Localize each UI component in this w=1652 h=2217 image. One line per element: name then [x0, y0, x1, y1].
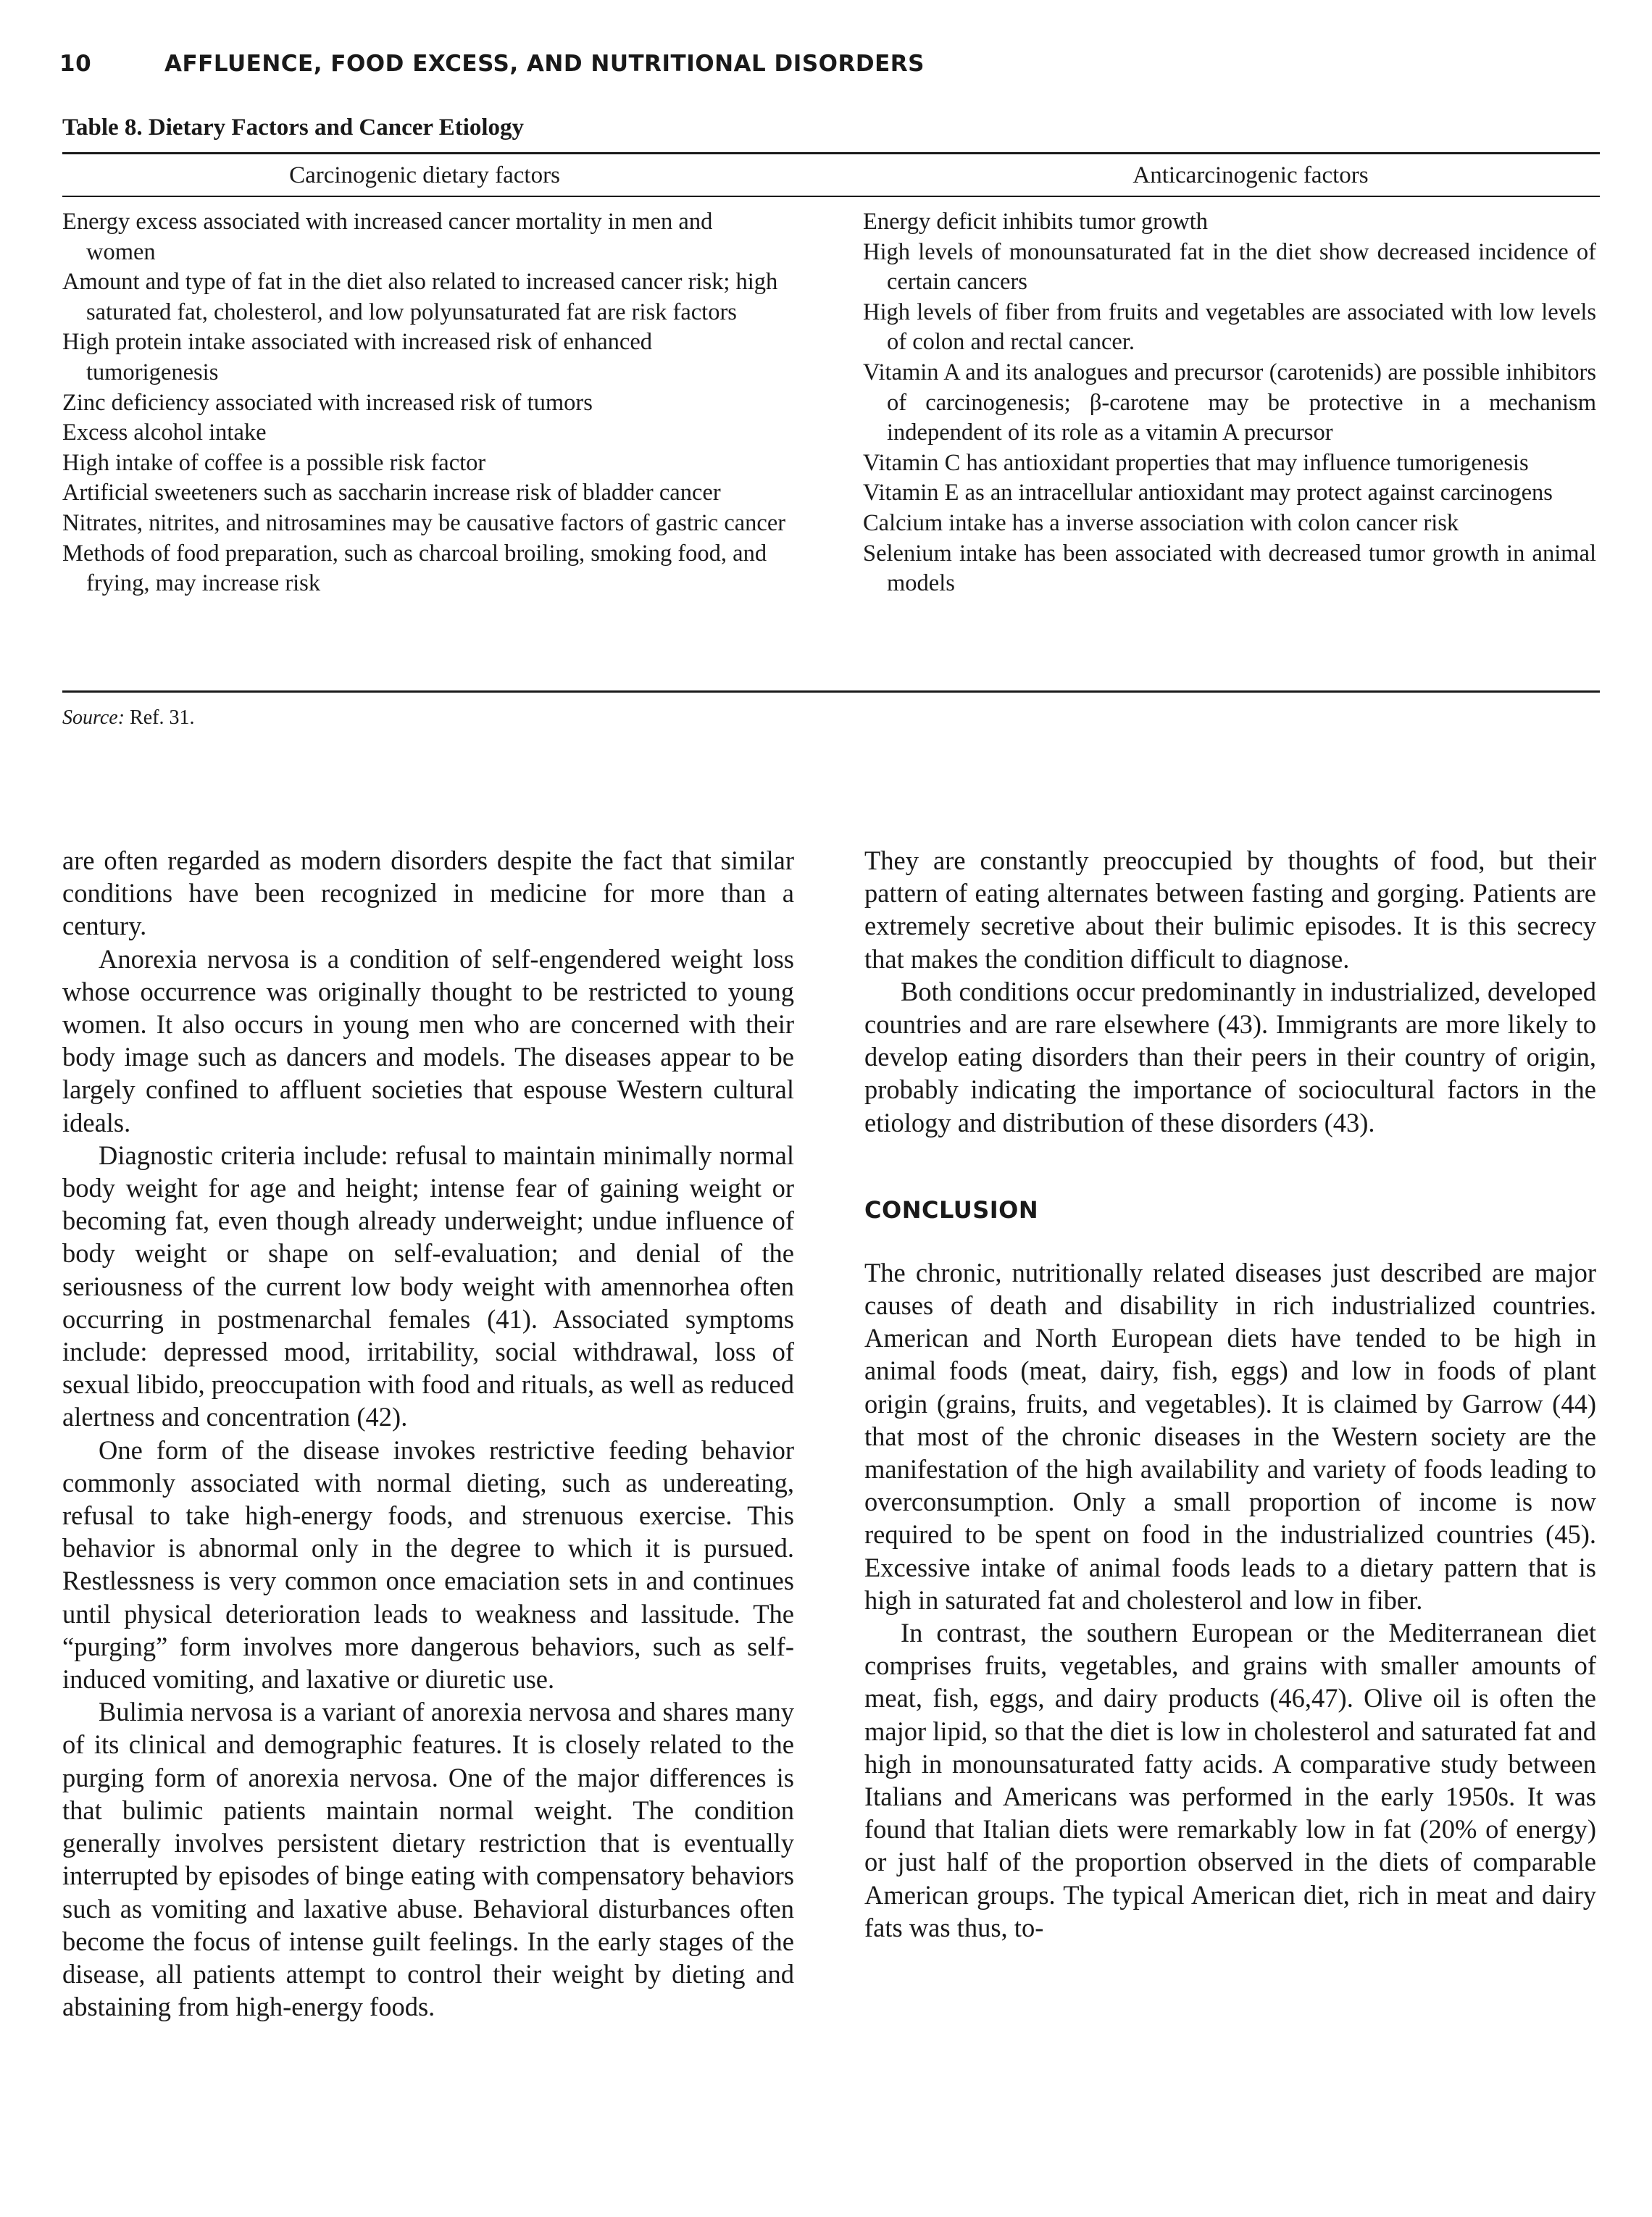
table-entry: High levels of monounsaturated fat in the diet show decreased incidence of certain cancers: [863, 238, 1596, 296]
body-paragraph: The chronic, nutritionally related diseases just described are major causes of death and disability in rich industrialized countries. American and North European diets have tended to be high in animal foods (meat, dairy, fish, eggs) and low in foods of plant origin (grains, fruits, and vegetables). It is claimed by Garrow (44) that most of the chronic diseases in the Western society are the manifestation of the high availability and variety of foods leading to overconsumption. Only a small proportion of income is now required to be spent on food in the industrialized countries (45). Excessive intake of animal foods leads to a dietary pattern that is high in saturated fat and cholesterol and low in fiber.: [864, 1257, 1596, 1615]
table-entry: Calcium intake has a inverse association with colon cancer risk: [863, 509, 1459, 536]
table-entry: Energy excess associated with increased cancer mortality in men and women: [62, 209, 713, 265]
body-paragraph: Both conditions occur predominantly in industrialized, developed countries and are rare elsewhere (43). Immigrants are more likely to develop eating disorders than their peers in their country of origin, probably indicating the importance of sociocultural factors in the etiology and distribution of these disorders (43).: [864, 976, 1596, 1137]
body-column-left: [62, 844, 794, 2023]
section-heading-conclusion: CONCLUSION: [864, 1195, 1039, 1224]
body-paragraph: are often regarded as modern disorders despite the fact that similar conditions have been recognized in medicine for more than a century.: [62, 846, 794, 941]
body-paragraph: In contrast, the southern European or the Mediterranean diet comprises fruits, vegetables, and grains with smaller amounts of meat, fish, eggs, and dairy products (46,47). Olive oil is often the major lipid, so that the diet is low in cholesterol and saturated fat and high in monounsaturated fatty acids. A comparative study between Italians and Americans was performed in the early 1950s. It was found that Italian diets were remarkably low in fat (20% of energy) or just half of the proportion observed in the diets of comparable American groups. The typical American diet, rich in meat and dairy fats was thus, to-: [864, 1618, 1596, 1942]
running-head: [59, 51, 1581, 77]
table-entry: High levels of fiber from fruits and vegetables are associated with low levels of colon and rectal cancer.: [863, 298, 1596, 356]
table-bottom-rule: [62, 690, 1600, 693]
table-entry: Energy deficit inhibits tumor growth: [863, 209, 1208, 235]
table-caption: Table 8. Dietary Factors and Cancer Etiology: [62, 114, 525, 141]
body-paragraph: They are constantly preoccupied by thoughts of food, but their pattern of eating alternates between fasting and gorging. Patients are extremely secretive about their bulimic episodes. It is this secrecy that makes the condition difficult to diagnose.: [864, 846, 1596, 974]
anticarcinogenic-factors-list: [863, 207, 1596, 599]
column-header-anticarcinogenic: Anticarcinogenic factors: [1132, 162, 1369, 188]
table-entry: Artificial sweeteners such as saccharin increase risk of bladder cancer: [62, 480, 721, 506]
page-number: 10: [59, 51, 92, 77]
table-entry: Excess alcohol intake: [62, 419, 267, 446]
table-top-rule: [62, 152, 1600, 154]
table-entry: Vitamin C has antioxidant properties that may influence tumorigenesis: [863, 449, 1529, 476]
carcinogenic-factors-list: [62, 207, 787, 599]
table-entry: High intake of coffee is a possible risk factor: [62, 449, 486, 476]
table-header-rule: [62, 196, 1600, 197]
table-entry: Vitamin E as an intracellular antioxidant may protect against carcinogens: [863, 480, 1553, 506]
column-header-carcinogenic: Carcinogenic dietary factors: [289, 162, 560, 188]
body-paragraph: Bulimia nervosa is a variant of anorexia nervosa and shares many of its clinical and demographic features. It is closely related to the purging form of anorexia nervosa. One of the major differences is that bulimic patients maintain normal weight. The condition generally involves persistent dietary restriction that is eventually interrupted by episodes of binge eating with compensatory behaviors such as vomiting and laxative abuse. Behavioral disturbances often become the focus of intense guilt feelings. In the early stages of the disease, all patients attempt to control their weight by dieting and abstaining from high-energy foods.: [62, 1697, 794, 2022]
table-entry: High protein intake associated with increased risk of enhanced tumorigenesis: [62, 329, 653, 385]
body-paragraph: Diagnostic criteria include: refusal to maintain minimally normal body weight for age and height; intense fear of gaining weight or becoming fat, even though already underweight; undue influence of body weight or shape on self-evaluation; and denial of the seriousness of the current low body weight with amennorhea often occurring in postmenarchal females (41). Associated symptoms include: depressed mood, irritability, social withdrawal, loss of sexual libido, preoccupation with food and rituals, as well as reduced alertness and concentration (42).: [62, 1140, 794, 1432]
table-entry: Nitrates, nitrites, and nitrosamines may be causative factors of gastric cancer: [62, 509, 786, 536]
table-entry: Zinc deficiency associated with increased risk of tumors: [62, 389, 593, 416]
table-entry: Vitamin A and its analogues and precursor (carotenids) are possible inhibitors of carcinogenesis; β-carotene may be protective in a mechanism independent of its role as a vitamin A precursor: [863, 359, 1596, 446]
table-entry: Amount and type of fat in the diet also related to increased cancer risk; high saturated fat, cholesterol, and low polyunsaturated fat are risk factors: [62, 269, 778, 325]
body-paragraph: One form of the disease invokes restrictive feeding behavior commonly associated with normal dieting, such as undereating, refusal to take high-energy foods, and strenuous exercise. This behavior is abnormal only in the degree to which it is pursued. Restlessness is very common once emaciation sets in and continues until physical deterioration leads to weakness and lassitude. The “purging” form involves more dangerous behaviors, such as self-induced vomiting, and laxative or diuretic use.: [62, 1435, 794, 1695]
table-entry: Selenium intake has been associated with decreased tumor growth in animal models: [863, 540, 1596, 597]
running-title: AFFLUENCE, FOOD EXCESS, AND NUTRITIONAL DISORDERS: [164, 51, 925, 77]
source-label: Source:: [62, 706, 125, 729]
table-entry: Methods of food preparation, such as charcoal broiling, smoking food, and frying, may increase risk: [62, 540, 767, 597]
body-column-right: [864, 844, 1596, 1944]
table-source: [62, 706, 194, 730]
source-text: Ref. 31.: [125, 706, 195, 729]
body-paragraph: Anorexia nervosa is a condition of self-engendered weight loss whose occurrence was originally thought to be restricted to young women. It also occurs in young men who are concerned with their body image such as dancers and models. The diseases appear to be largely confined to affluent societies that espouse Western cultural ideals.: [62, 943, 794, 1137]
